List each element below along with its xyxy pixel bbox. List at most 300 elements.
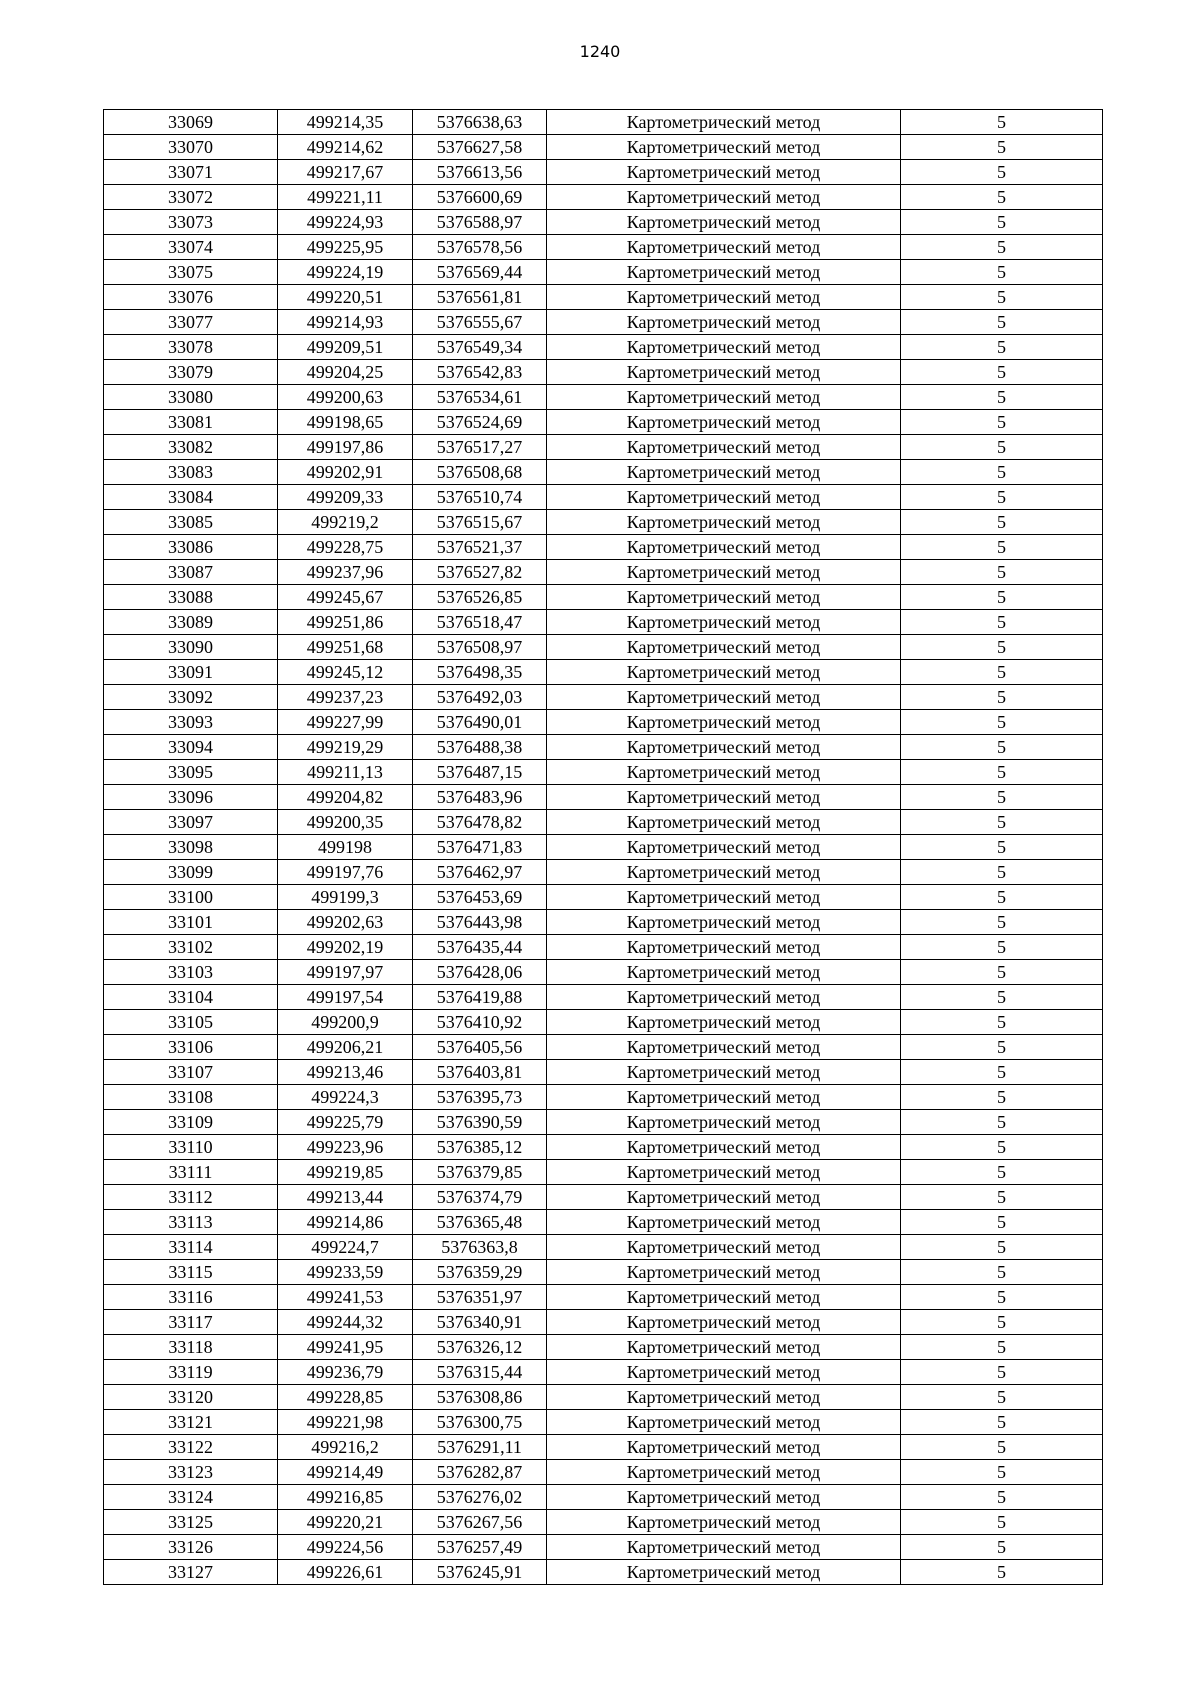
y-coordinate-cell: 5376510,74 [413, 485, 547, 510]
x-coordinate-cell: 499224,3 [278, 1085, 413, 1110]
point-number-cell: 33084 [104, 485, 278, 510]
x-coordinate-cell: 499224,56 [278, 1535, 413, 1560]
y-coordinate-cell: 5376351,97 [413, 1285, 547, 1310]
method-cell: Картометрический метод [547, 1560, 901, 1585]
method-cell: Картометрический метод [547, 1410, 901, 1435]
method-cell: Картометрический метод [547, 1335, 901, 1360]
method-cell: Картометрический метод [547, 360, 901, 385]
point-number-cell: 33089 [104, 610, 278, 635]
x-coordinate-cell: 499219,85 [278, 1160, 413, 1185]
accuracy-cell: 5 [901, 1060, 1103, 1085]
table-row [104, 835, 1103, 860]
point-number-cell: 33098 [104, 835, 278, 860]
table-row [104, 1210, 1103, 1235]
x-coordinate-cell: 499200,35 [278, 810, 413, 835]
y-coordinate-cell: 5376492,03 [413, 685, 547, 710]
accuracy-cell: 5 [901, 1510, 1103, 1535]
x-coordinate-cell: 499197,76 [278, 860, 413, 885]
method-cell: Картометрический метод [547, 660, 901, 685]
table-row [104, 610, 1103, 635]
point-number-cell: 33126 [104, 1535, 278, 1560]
method-cell: Картометрический метод [547, 435, 901, 460]
point-number-cell: 33073 [104, 210, 278, 235]
table-row [104, 1310, 1103, 1335]
x-coordinate-cell: 499214,35 [278, 110, 413, 135]
point-number-cell: 33119 [104, 1360, 278, 1385]
method-cell: Картометрический метод [547, 1185, 901, 1210]
x-coordinate-cell: 499204,82 [278, 785, 413, 810]
point-number-cell: 33114 [104, 1235, 278, 1260]
accuracy-cell: 5 [901, 310, 1103, 335]
table-row [104, 110, 1103, 135]
x-coordinate-cell: 499241,95 [278, 1335, 413, 1360]
accuracy-cell: 5 [901, 935, 1103, 960]
point-number-cell: 33104 [104, 985, 278, 1010]
y-coordinate-cell: 5376518,47 [413, 610, 547, 635]
point-number-cell: 33117 [104, 1310, 278, 1335]
table-row [104, 410, 1103, 435]
point-number-cell: 33105 [104, 1010, 278, 1035]
page-number: 1240 [579, 42, 621, 61]
method-cell: Картометрический метод [547, 710, 901, 735]
x-coordinate-cell: 499226,61 [278, 1560, 413, 1585]
x-coordinate-cell: 499199,3 [278, 885, 413, 910]
y-coordinate-cell: 5376498,35 [413, 660, 547, 685]
point-number-cell: 33125 [104, 1510, 278, 1535]
point-number-cell: 33113 [104, 1210, 278, 1235]
table-row [104, 435, 1103, 460]
accuracy-cell: 5 [901, 485, 1103, 510]
point-number-cell: 33087 [104, 560, 278, 585]
table-row [104, 635, 1103, 660]
table-row [104, 510, 1103, 535]
y-coordinate-cell: 5376515,67 [413, 510, 547, 535]
table-row [104, 560, 1103, 585]
table-row [104, 760, 1103, 785]
point-number-cell: 33092 [104, 685, 278, 710]
point-number-cell: 33127 [104, 1560, 278, 1585]
y-coordinate-cell: 5376521,37 [413, 535, 547, 560]
table-row [104, 1360, 1103, 1385]
y-coordinate-cell: 5376483,96 [413, 785, 547, 810]
accuracy-cell: 5 [901, 1110, 1103, 1135]
point-number-cell: 33118 [104, 1335, 278, 1360]
method-cell: Картометрический метод [547, 1485, 901, 1510]
y-coordinate-cell: 5376462,97 [413, 860, 547, 885]
table-row [104, 385, 1103, 410]
accuracy-cell: 5 [901, 1160, 1103, 1185]
y-coordinate-cell: 5376471,83 [413, 835, 547, 860]
y-coordinate-cell: 5376524,69 [413, 410, 547, 435]
point-number-cell: 33095 [104, 760, 278, 785]
table-row [104, 360, 1103, 385]
accuracy-cell: 5 [901, 910, 1103, 935]
x-coordinate-cell: 499251,86 [278, 610, 413, 635]
point-number-cell: 33094 [104, 735, 278, 760]
table-row [104, 460, 1103, 485]
accuracy-cell: 5 [901, 460, 1103, 485]
y-coordinate-cell: 5376534,61 [413, 385, 547, 410]
x-coordinate-cell: 499251,68 [278, 635, 413, 660]
point-number-cell: 33085 [104, 510, 278, 535]
method-cell: Картометрический метод [547, 960, 901, 985]
method-cell: Картометрический метод [547, 510, 901, 535]
accuracy-cell: 5 [901, 1485, 1103, 1510]
accuracy-cell: 5 [901, 385, 1103, 410]
y-coordinate-cell: 5376453,69 [413, 885, 547, 910]
accuracy-cell: 5 [901, 960, 1103, 985]
x-coordinate-cell: 499233,59 [278, 1260, 413, 1285]
y-coordinate-cell: 5376419,88 [413, 985, 547, 1010]
y-coordinate-cell: 5376340,91 [413, 1310, 547, 1335]
accuracy-cell: 5 [901, 1435, 1103, 1460]
method-cell: Картометрический метод [547, 835, 901, 860]
point-number-cell: 33081 [104, 410, 278, 435]
x-coordinate-cell: 499209,33 [278, 485, 413, 510]
point-number-cell: 33103 [104, 960, 278, 985]
y-coordinate-cell: 5376490,01 [413, 710, 547, 735]
accuracy-cell: 5 [901, 260, 1103, 285]
accuracy-cell: 5 [901, 1010, 1103, 1035]
accuracy-cell: 5 [901, 760, 1103, 785]
accuracy-cell: 5 [901, 535, 1103, 560]
y-coordinate-cell: 5376549,34 [413, 335, 547, 360]
method-cell: Картометрический метод [547, 860, 901, 885]
y-coordinate-cell: 5376365,48 [413, 1210, 547, 1235]
y-coordinate-cell: 5376526,85 [413, 585, 547, 610]
x-coordinate-cell: 499216,2 [278, 1435, 413, 1460]
accuracy-cell: 5 [901, 710, 1103, 735]
x-coordinate-cell: 499220,51 [278, 285, 413, 310]
accuracy-cell: 5 [901, 1335, 1103, 1360]
table-row [104, 660, 1103, 685]
method-cell: Картометрический метод [547, 1060, 901, 1085]
y-coordinate-cell: 5376379,85 [413, 1160, 547, 1185]
accuracy-cell: 5 [901, 335, 1103, 360]
method-cell: Картометрический метод [547, 235, 901, 260]
y-coordinate-cell: 5376410,92 [413, 1010, 547, 1035]
point-number-cell: 33108 [104, 1085, 278, 1110]
method-cell: Картометрический метод [547, 1460, 901, 1485]
table-row [104, 1385, 1103, 1410]
method-cell: Картометрический метод [547, 885, 901, 910]
x-coordinate-cell: 499219,2 [278, 510, 413, 535]
method-cell: Картометрический метод [547, 610, 901, 635]
method-cell: Картометрический метод [547, 1360, 901, 1385]
table-row [104, 585, 1103, 610]
x-coordinate-cell: 499211,13 [278, 760, 413, 785]
y-coordinate-cell: 5376385,12 [413, 1135, 547, 1160]
accuracy-cell: 5 [901, 435, 1103, 460]
accuracy-cell: 5 [901, 1235, 1103, 1260]
y-coordinate-cell: 5376291,11 [413, 1435, 547, 1460]
table-row [104, 1010, 1103, 1035]
y-coordinate-cell: 5376578,56 [413, 235, 547, 260]
method-cell: Картометрический метод [547, 110, 901, 135]
y-coordinate-cell: 5376638,63 [413, 110, 547, 135]
method-cell: Картометрический метод [547, 935, 901, 960]
accuracy-cell: 5 [901, 785, 1103, 810]
accuracy-cell: 5 [901, 1210, 1103, 1235]
table-row [104, 185, 1103, 210]
y-coordinate-cell: 5376282,87 [413, 1460, 547, 1485]
method-cell: Картометрический метод [547, 310, 901, 335]
x-coordinate-cell: 499237,96 [278, 560, 413, 585]
x-coordinate-cell: 499198 [278, 835, 413, 860]
accuracy-cell: 5 [901, 410, 1103, 435]
point-number-cell: 33093 [104, 710, 278, 735]
accuracy-cell: 5 [901, 985, 1103, 1010]
method-cell: Картометрический метод [547, 1535, 901, 1560]
table-row [104, 860, 1103, 885]
x-coordinate-cell: 499228,75 [278, 535, 413, 560]
y-coordinate-cell: 5376405,56 [413, 1035, 547, 1060]
y-coordinate-cell: 5376613,56 [413, 160, 547, 185]
point-number-cell: 33076 [104, 285, 278, 310]
y-coordinate-cell: 5376478,82 [413, 810, 547, 835]
method-cell: Картометрический метод [547, 1110, 901, 1135]
accuracy-cell: 5 [901, 885, 1103, 910]
table-row [104, 685, 1103, 710]
method-cell: Картометрический метод [547, 1385, 901, 1410]
point-number-cell: 33096 [104, 785, 278, 810]
method-cell: Картометрический метод [547, 1035, 901, 1060]
y-coordinate-cell: 5376374,79 [413, 1185, 547, 1210]
accuracy-cell: 5 [901, 160, 1103, 185]
point-number-cell: 33115 [104, 1260, 278, 1285]
table-row [104, 985, 1103, 1010]
y-coordinate-cell: 5376267,56 [413, 1510, 547, 1535]
y-coordinate-cell: 5376527,82 [413, 560, 547, 585]
accuracy-cell: 5 [901, 110, 1103, 135]
x-coordinate-cell: 499237,23 [278, 685, 413, 710]
y-coordinate-cell: 5376508,68 [413, 460, 547, 485]
method-cell: Картометрический метод [547, 785, 901, 810]
point-number-cell: 33078 [104, 335, 278, 360]
y-coordinate-cell: 5376627,58 [413, 135, 547, 160]
table-row [104, 935, 1103, 960]
method-cell: Картометрический метод [547, 535, 901, 560]
point-number-cell: 33070 [104, 135, 278, 160]
y-coordinate-cell: 5376395,73 [413, 1085, 547, 1110]
method-cell: Картометрический метод [547, 1435, 901, 1460]
method-cell: Картометрический метод [547, 560, 901, 585]
method-cell: Картометрический метод [547, 1085, 901, 1110]
method-cell: Картометрический метод [547, 1260, 901, 1285]
point-number-cell: 33121 [104, 1410, 278, 1435]
x-coordinate-cell: 499224,93 [278, 210, 413, 235]
x-coordinate-cell: 499223,96 [278, 1135, 413, 1160]
method-cell: Картометрический метод [547, 685, 901, 710]
point-number-cell: 33079 [104, 360, 278, 385]
point-number-cell: 33069 [104, 110, 278, 135]
x-coordinate-cell: 499228,85 [278, 1385, 413, 1410]
table-row [104, 710, 1103, 735]
method-cell: Картометрический метод [547, 135, 901, 160]
accuracy-cell: 5 [901, 1360, 1103, 1385]
accuracy-cell: 5 [901, 1185, 1103, 1210]
accuracy-cell: 5 [901, 285, 1103, 310]
method-cell: Картометрический метод [547, 985, 901, 1010]
method-cell: Картометрический метод [547, 760, 901, 785]
y-coordinate-cell: 5376443,98 [413, 910, 547, 935]
x-coordinate-cell: 499202,19 [278, 935, 413, 960]
method-cell: Картометрический метод [547, 635, 901, 660]
point-number-cell: 33086 [104, 535, 278, 560]
accuracy-cell: 5 [901, 660, 1103, 685]
method-cell: Картометрический метод [547, 1510, 901, 1535]
table-row [104, 235, 1103, 260]
method-cell: Картометрический метод [547, 1135, 901, 1160]
point-number-cell: 33091 [104, 660, 278, 685]
method-cell: Картометрический метод [547, 1235, 901, 1260]
y-coordinate-cell: 5376363,8 [413, 1235, 547, 1260]
coordinates-table [103, 109, 1103, 1585]
point-number-cell: 33088 [104, 585, 278, 610]
point-number-cell: 33090 [104, 635, 278, 660]
accuracy-cell: 5 [901, 560, 1103, 585]
accuracy-cell: 5 [901, 185, 1103, 210]
table-row [104, 1510, 1103, 1535]
y-coordinate-cell: 5376428,06 [413, 960, 547, 985]
accuracy-cell: 5 [901, 1285, 1103, 1310]
method-cell: Картометрический метод [547, 1310, 901, 1335]
x-coordinate-cell: 499225,95 [278, 235, 413, 260]
table-row [104, 135, 1103, 160]
accuracy-cell: 5 [901, 1035, 1103, 1060]
accuracy-cell: 5 [901, 735, 1103, 760]
table-row [104, 735, 1103, 760]
x-coordinate-cell: 499213,44 [278, 1185, 413, 1210]
y-coordinate-cell: 5376600,69 [413, 185, 547, 210]
y-coordinate-cell: 5376508,97 [413, 635, 547, 660]
point-number-cell: 33071 [104, 160, 278, 185]
table-row [104, 535, 1103, 560]
x-coordinate-cell: 499213,46 [278, 1060, 413, 1085]
method-cell: Картометрический метод [547, 285, 901, 310]
table-body [104, 110, 1103, 1585]
y-coordinate-cell: 5376487,15 [413, 760, 547, 785]
method-cell: Картометрический метод [547, 160, 901, 185]
point-number-cell: 33101 [104, 910, 278, 935]
point-number-cell: 33074 [104, 235, 278, 260]
method-cell: Картометрический метод [547, 385, 901, 410]
y-coordinate-cell: 5376257,49 [413, 1535, 547, 1560]
x-coordinate-cell: 499200,63 [278, 385, 413, 410]
method-cell: Картометрический метод [547, 460, 901, 485]
x-coordinate-cell: 499244,32 [278, 1310, 413, 1335]
table-row [104, 1485, 1103, 1510]
x-coordinate-cell: 499224,19 [278, 260, 413, 285]
point-number-cell: 33107 [104, 1060, 278, 1085]
method-cell: Картометрический метод [547, 1010, 901, 1035]
table-row [104, 1110, 1103, 1135]
y-coordinate-cell: 5376359,29 [413, 1260, 547, 1285]
x-coordinate-cell: 499197,54 [278, 985, 413, 1010]
x-coordinate-cell: 499202,63 [278, 910, 413, 935]
accuracy-cell: 5 [901, 360, 1103, 385]
y-coordinate-cell: 5376542,83 [413, 360, 547, 385]
table-row [104, 335, 1103, 360]
table-row [104, 885, 1103, 910]
x-coordinate-cell: 499220,21 [278, 1510, 413, 1535]
point-number-cell: 33072 [104, 185, 278, 210]
point-number-cell: 33124 [104, 1485, 278, 1510]
table-row [104, 1135, 1103, 1160]
table-row [104, 1235, 1103, 1260]
method-cell: Картометрический метод [547, 810, 901, 835]
table-row [104, 1460, 1103, 1485]
accuracy-cell: 5 [901, 1385, 1103, 1410]
point-number-cell: 33083 [104, 460, 278, 485]
table-row [104, 1185, 1103, 1210]
table-row [104, 910, 1103, 935]
method-cell: Картометрический метод [547, 260, 901, 285]
point-number-cell: 33116 [104, 1285, 278, 1310]
table-row [104, 485, 1103, 510]
x-coordinate-cell: 499216,85 [278, 1485, 413, 1510]
point-number-cell: 33097 [104, 810, 278, 835]
method-cell: Картометрический метод [547, 1285, 901, 1310]
method-cell: Картометрический метод [547, 1210, 901, 1235]
table-row [104, 1160, 1103, 1185]
point-number-cell: 33102 [104, 935, 278, 960]
method-cell: Картометрический метод [547, 335, 901, 360]
table-row [104, 1535, 1103, 1560]
table-row [104, 810, 1103, 835]
accuracy-cell: 5 [901, 235, 1103, 260]
point-number-cell: 33112 [104, 1185, 278, 1210]
table-row [104, 960, 1103, 985]
x-coordinate-cell: 499198,65 [278, 410, 413, 435]
accuracy-cell: 5 [901, 1410, 1103, 1435]
point-number-cell: 33082 [104, 435, 278, 460]
accuracy-cell: 5 [901, 860, 1103, 885]
y-coordinate-cell: 5376276,02 [413, 1485, 547, 1510]
table-row [104, 310, 1103, 335]
accuracy-cell: 5 [901, 135, 1103, 160]
y-coordinate-cell: 5376390,59 [413, 1110, 547, 1135]
y-coordinate-cell: 5376561,81 [413, 285, 547, 310]
y-coordinate-cell: 5376315,44 [413, 1360, 547, 1385]
y-coordinate-cell: 5376488,38 [413, 735, 547, 760]
x-coordinate-cell: 499241,53 [278, 1285, 413, 1310]
point-number-cell: 33109 [104, 1110, 278, 1135]
point-number-cell: 33106 [104, 1035, 278, 1060]
method-cell: Картометрический метод [547, 185, 901, 210]
x-coordinate-cell: 499227,99 [278, 710, 413, 735]
method-cell: Картометрический метод [547, 210, 901, 235]
table-row [104, 1435, 1103, 1460]
x-coordinate-cell: 499219,29 [278, 735, 413, 760]
accuracy-cell: 5 [901, 635, 1103, 660]
accuracy-cell: 5 [901, 1560, 1103, 1585]
table-row [104, 1410, 1103, 1435]
y-coordinate-cell: 5376245,91 [413, 1560, 547, 1585]
method-cell: Картометрический метод [547, 410, 901, 435]
table-row [104, 1085, 1103, 1110]
table-row [104, 160, 1103, 185]
x-coordinate-cell: 499214,86 [278, 1210, 413, 1235]
accuracy-cell: 5 [901, 1460, 1103, 1485]
point-number-cell: 33123 [104, 1460, 278, 1485]
table-row [104, 1035, 1103, 1060]
point-number-cell: 33075 [104, 260, 278, 285]
x-coordinate-cell: 499197,86 [278, 435, 413, 460]
x-coordinate-cell: 499245,67 [278, 585, 413, 610]
y-coordinate-cell: 5376403,81 [413, 1060, 547, 1085]
y-coordinate-cell: 5376555,67 [413, 310, 547, 335]
